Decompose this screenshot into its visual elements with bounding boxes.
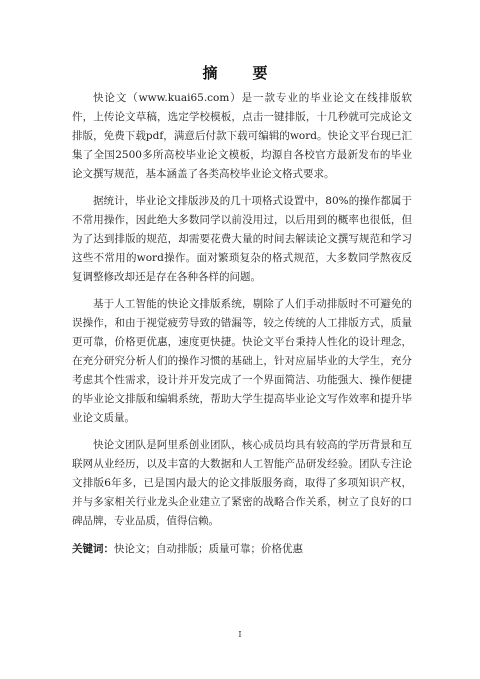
abstract-paragraph-2: 据统计，毕业论文排版涉及的几十项格式设置中，80%的操作都属于不常用操作，因此绝大多数同学以前没用过，以后用到的概率也很低，但为了达到排版的规范，却需要花费大量的时间去解读论文撰写规范和学习这些不常用的word操作。面对繁琐复杂的格式规范，大多数同学熬夜反复调整修改却还是存在各种各样的问题。 <box>72 195 412 283</box>
abstract-title: 摘 要 <box>202 64 278 82</box>
abstract-paragraph-4: 快论文团队是阿里系创业团队，核心成员均具有较高的学历背景和互联网从业经历，以及丰富的大数据和人工智能产品研发经验。团队专注论文排版6年多，已是国内最大的论文排版服务商，取得了多项知识产权，并与多家相关行业龙头企业建立了紧密的战略合作关系，树立了良好的口碑品牌，专业品质，值得信赖。 <box>72 439 412 527</box>
page-number: I <box>238 630 242 639</box>
keywords-line <box>72 540 412 559</box>
abstract-paragraph-1: 快论文（www.kuai65.com）是一款专业的毕业论文在线排版软件，上传论文草稿，选定学校模板，点击一键排版，十几秒就可完成论文排版，免费下载pdf，满意后付款下载可编辑的word。快论文平台现已汇集了全国2500多所高校毕业论文模板，均源自各校官方最新发布的毕业论文撰写规范，基本涵盖了各类高校毕业论文格式要求。 <box>72 92 412 180</box>
keywords-label: 关键词： <box>72 543 114 555</box>
abstract-paragraph-3: 基于人工智能的快论文排版系统，剔除了人们手动排版时不可避免的误操作，和由于视觉疲劳导致的错漏等，较之传统的人工排版方式，质量更可靠，价格更优惠，速度更快捷。快论文平台秉持人性化的设计理念，在充分研究分析人们的操作习惯的基础上，针对应届毕业的大学生，充分考虑其个性需求，设计并开发完成了一个界面简洁、功能强大、操作便捷的毕业论文排版和编辑系统，帮助大学生提高毕业论文写作效率和提升毕业论文质量。 <box>72 298 412 424</box>
keywords-list: 快论文；自动排版；质量可靠；价格优惠 <box>114 543 303 555</box>
abstract-body <box>72 89 412 559</box>
